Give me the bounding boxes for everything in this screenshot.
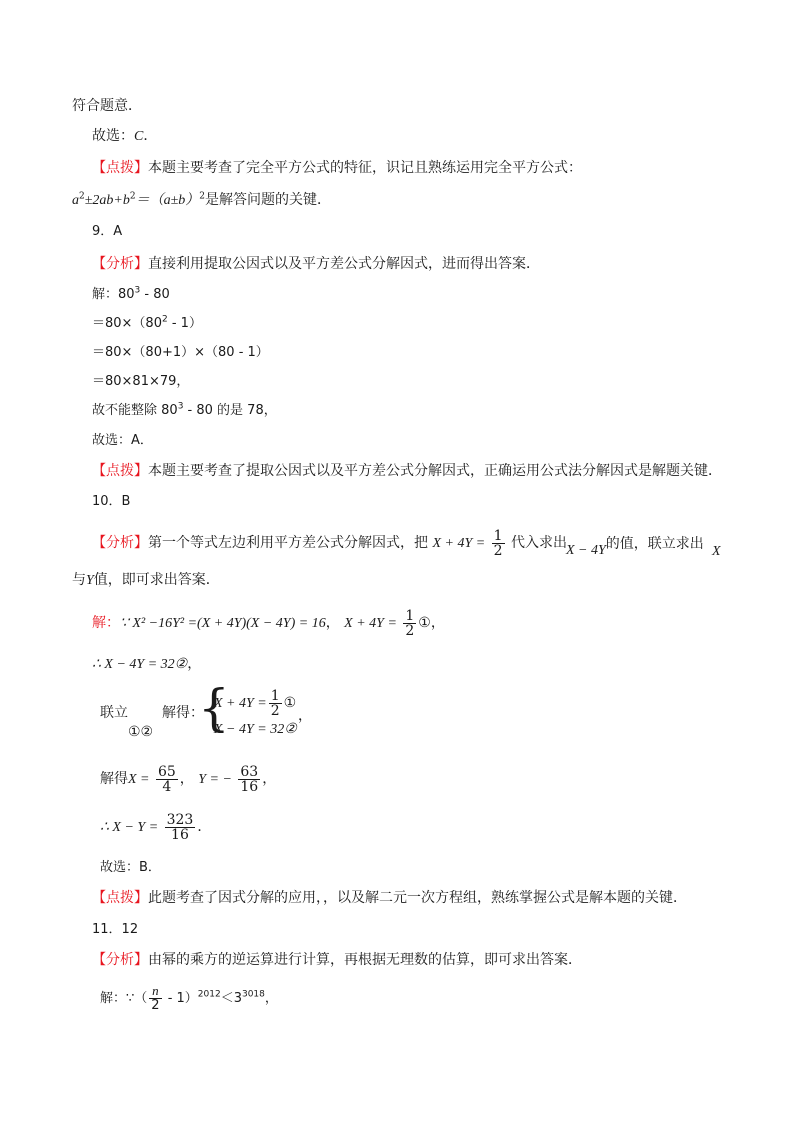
punctuation: ， [262,771,277,787]
choice-label: 故选： [92,128,134,144]
fraction-diff [165,813,196,842]
system-row [214,688,296,719]
joint-label: 解得： [162,705,204,721]
equation-lhs: X + 4Y = [432,536,486,551]
analysis-text: 第一个等式左边利用平方差公式分解因式，把 [148,535,428,551]
fraction-y [238,765,260,794]
formula-b: ±2ab+b [84,193,130,208]
formula-sup: 2 [129,191,136,202]
tip-line [92,158,582,178]
solution-text: 解：80 [92,287,135,302]
fraction-numerator: 1 [270,687,280,704]
tip-tag: 【点拨】 [92,160,148,176]
solution-label: 解： [92,615,120,631]
formula-line [72,190,331,211]
tip-line [92,888,687,908]
choice-value: C [134,129,144,144]
tip-text: 本题主要考查了提取公因式以及平方差公式分解因式，正确运用公式法分解因式是解题关键． [148,463,722,479]
tip-text: 本题主要考查了完全平方公式的特征，识记且熟练运用完全平方公式： [148,160,582,176]
analysis-text: 由幂的乘方的逆运算进行计算，再根据无理数的估算，即可求出答案． [148,952,582,968]
tip-line [92,461,722,481]
tip-tag: 【点拨】 [92,463,148,479]
punctuation: ， [264,991,278,1006]
analysis-line [92,528,567,559]
punctuation: ， [430,615,445,631]
fraction-n-half [149,984,161,1013]
fraction-numerator: 323 [166,811,194,828]
variable-y: Y [86,573,94,588]
solution-sup: 3 [134,285,141,296]
step-sup: 3 [177,401,184,412]
step-line: ＝80×（80+1）×（80 - 1） [92,345,269,360]
choice-line: 故选：A． [92,433,153,448]
expression: X − 4Y [566,543,606,558]
analysis-line [92,950,582,970]
joint-label: 联立 [100,705,128,721]
analysis-line [92,254,540,274]
tip-tag: 【点拨】 [92,890,148,906]
analysis-expr [566,536,704,561]
analysis-tag: 【分析】 [92,535,148,551]
equation: X − 4Y = 32② [214,722,297,737]
fraction-numerator: 1 [493,527,503,544]
fraction-half [403,609,416,638]
solution-text: 解：∵（ [100,991,148,1006]
solution-text: - 1） [163,991,198,1006]
solution-text: ＜3 [220,991,242,1006]
formula-c: ＝（a±b） [135,193,200,208]
formula-sup: 2 [199,191,206,202]
solution-line [100,982,278,1016]
fraction-denominator: 16 [171,826,189,843]
exponent: 3018 [241,989,265,1000]
circled-one: ① [418,615,431,631]
equation: ∵ X² −16Y² =(X + 4Y)(X − 4Y) = 16 [120,616,326,631]
analysis-text: 直接利用提取公因式以及平方差公式分解因式，进而得出答案． [148,256,540,272]
fraction-half [492,529,505,558]
step-line: ＝80×81×79， [92,374,190,389]
joint-circles: ①② [128,724,154,740]
equation: ∴ X − 4Y = 32② [92,657,188,672]
step-text: - 1） [167,316,202,331]
solution-text: - 80 [140,287,170,302]
punctuation: ， [298,708,312,724]
punctuation: ， [325,615,340,631]
formula-text: 是解答问题的关键． [205,192,332,208]
diff-line [100,810,211,845]
fraction-denominator: 2 [405,622,415,639]
fraction-numerator: 65 [157,763,176,780]
tip-text: 此题考查了因式分解的应用，，以及解二元一次方程组，熟练掌握公式是解本题的关键． [148,890,687,906]
solution-line [92,654,201,675]
fraction-denominator: 4 [162,778,172,795]
punctuation: ． [197,819,212,835]
solution-line [92,285,170,305]
step-text: - 80 的是 78， [183,403,277,418]
analysis-tag: 【分析】 [92,256,148,272]
step-text: 故不能整除 80 [92,403,178,418]
step-sup: 2 [161,314,168,325]
result-label: 解得 [100,771,128,787]
result-line [100,762,276,797]
equation: X + 4Y = [214,696,267,711]
fraction-half [269,689,282,718]
equation: Y = − [198,772,232,787]
text-line [72,96,142,116]
choice-line: 故选：B． [100,860,161,875]
solution-line [92,608,445,639]
question-10-answer: 10．B [92,494,131,509]
fraction-numerator: 1 [405,607,415,624]
formula-a: a [72,193,79,208]
equation: X + 4Y = [344,616,397,631]
question-9-answer: 9．A [92,224,123,239]
analysis-text: 代入求出 [511,535,568,551]
analysis-line [72,570,220,591]
analysis-text: 与 [72,572,86,588]
fraction-denominator: 2 [151,998,160,1013]
fraction-denominator: 16 [240,778,259,795]
step-line [92,314,202,334]
equation: X = [128,772,150,787]
fraction-x [156,765,178,794]
circled-one: ① [283,695,297,711]
step-line [92,401,277,421]
text-continuation: 符合题意． [72,98,142,114]
analysis-text: 值，即可求出答案． [93,572,220,588]
fraction-numerator: 63 [240,763,259,780]
system-row [214,719,297,740]
fraction-denominator: 2 [270,702,280,719]
fraction-numerator: n [149,984,161,999]
analysis-tag: 【分析】 [92,952,148,968]
choice-end: ． [143,128,158,144]
variable-x: X [712,544,721,559]
brace-icon: { [198,679,230,737]
analysis-text: 的值，联立求出 [605,536,704,552]
question-11-answer: 11．12 [92,922,139,937]
punctuation: ， [179,771,194,787]
exponent: 2012 [197,989,221,1000]
fraction-denominator: 2 [493,542,503,559]
equation: ∴ X − Y = [100,820,159,835]
step-text: ＝80×（80 [92,316,162,331]
choice-line [92,126,157,147]
formula-sup: 2 [79,191,85,202]
punctuation: ， [187,656,202,672]
